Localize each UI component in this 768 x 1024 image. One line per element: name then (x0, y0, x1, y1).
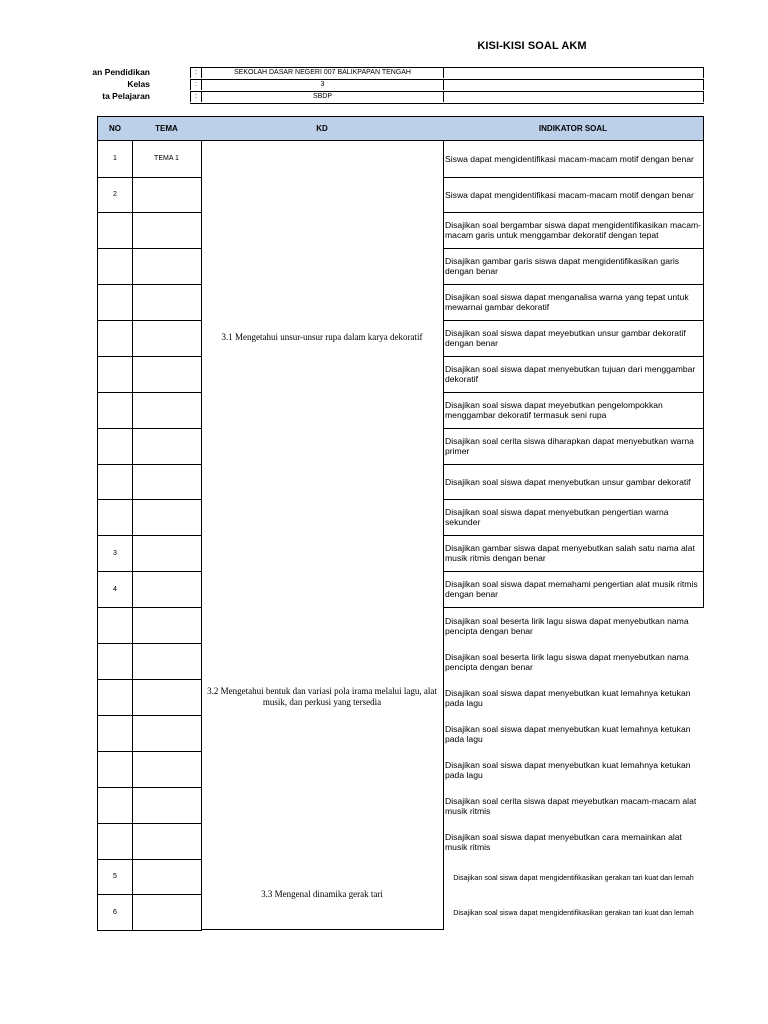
row-tema (132, 284, 202, 321)
info-empty-cell (443, 79, 704, 90)
row-tema (132, 320, 202, 357)
row-tema: TEMA 1 (132, 140, 202, 178)
row-no (97, 464, 133, 500)
row-tema (132, 859, 202, 895)
row-indikator: Disajikan soal siswa dapat memahami pengertian alat musik ritmis dengan benar (443, 571, 704, 608)
kd-cell-3-2: 3.2 Mengetahui bentuk dan variasi pola irama melalui lagu, alat musik, dan perkusi yang tersedia (201, 535, 444, 859)
info-row-class (0, 79, 704, 90)
header-no: NO (97, 116, 133, 141)
row-indikator: Disajikan soal siswa dapat meyebutkan pengelompokkan menggambar dekoratif termasuk seni rupa (443, 392, 704, 429)
info-row-school (0, 67, 704, 78)
row-no: 1 (97, 140, 133, 178)
row-no: 2 (97, 177, 133, 213)
row-indikator: Disajikan soal siswa dapat mengidentifikasikan gerakan tari kuat dan lemah (453, 908, 694, 917)
info-empty-cell (443, 91, 704, 102)
info-colon: : (190, 67, 202, 78)
row-tema (132, 607, 202, 644)
info-row-subject (0, 91, 704, 102)
row-indikator: Disajikan soal beserta lirik lagu siswa dapat menyebutkan nama pencipta dengan benar (445, 651, 689, 672)
info-value-subject: SBDP (201, 91, 444, 102)
row-no (97, 499, 133, 536)
row-indikator: Disajikan soal cerita siswa diharapkan dapat menyebutkan warna primer (443, 428, 704, 465)
row-tema (132, 823, 202, 860)
row-no: 6 (97, 894, 133, 931)
kd-bottom-border (201, 929, 444, 930)
row-tema (132, 356, 202, 393)
info-colon: : (190, 79, 202, 90)
row-no (97, 607, 133, 644)
row-no (97, 823, 133, 860)
row-no (97, 248, 133, 285)
row-tema (132, 428, 202, 465)
row-indikator: Disajikan soal bergambar siswa dapat mengidentifikasikan macam-macam garis untuk menggambar dekoratif dengan tepat (443, 212, 704, 249)
row-indikator: Disajikan soal siswa dapat menganalisa warna yang tepat untuk mewarnai gambar dekoratif (443, 284, 704, 321)
info-colon: : (190, 91, 202, 102)
info-label: Kelas (127, 79, 150, 89)
header-tema: TEMA (132, 116, 202, 141)
row-tema (132, 894, 202, 931)
row-indikator: Disajikan soal siswa dapat meyebutkan unsur gambar dekoratif dengan benar (443, 320, 704, 357)
row-no (97, 392, 133, 429)
row-tema (132, 535, 202, 572)
row-tema (132, 571, 202, 608)
row-indikator: Disajikan soal beserta lirik lagu siswa dapat menyebutkan nama pencipta dengan benar (445, 615, 689, 636)
document-title: KISI-KISI SOAL AKM (477, 40, 587, 52)
row-indikator: Siswa dapat mengidentifikasi macam-macam motif dengan benar (443, 177, 704, 213)
row-indikator: Disajikan soal siswa dapat menyebutkan kuat lemahnya ketukan pada lagu (445, 759, 691, 780)
info-value-school: SEKOLAH DASAR NEGERI 007 BALIKPAPAN TENGAH (201, 67, 444, 78)
row-no: 3 (97, 535, 133, 572)
row-no (97, 643, 133, 680)
row-tema (132, 212, 202, 249)
row-indikator: Disajikan soal siswa dapat menyebutkan unsur gambar dekoratif (443, 464, 704, 500)
row-tema (132, 392, 202, 429)
row-tema (132, 499, 202, 536)
row-no (97, 356, 133, 393)
row-no: 5 (97, 859, 133, 895)
row-tema (132, 787, 202, 824)
row-tema (132, 751, 202, 788)
row-tema (132, 679, 202, 716)
row-tema (132, 177, 202, 213)
row-no (97, 751, 133, 788)
row-no (97, 428, 133, 465)
row-indikator: Disajikan soal siswa dapat menyebutkan pengertian warna sekunder (443, 499, 704, 536)
header-kd: KD (201, 116, 444, 141)
row-indikator: Disajikan soal siswa dapat mengidentifikasikan gerakan tari kuat dan lemah (453, 872, 694, 882)
row-no (97, 787, 133, 824)
info-label: an Pendidikan (92, 67, 150, 77)
row-no (97, 320, 133, 357)
row-no (97, 212, 133, 249)
row-tema (132, 248, 202, 285)
row-indikator: Disajikan gambar garis siswa dapat mengidentifikasikan garis dengan benar (443, 248, 704, 285)
row-no (97, 715, 133, 752)
row-tema (132, 464, 202, 500)
row-indikator: Disajikan soal siswa dapat menyebutkan tujuan dari menggambar dekoratif (443, 356, 704, 393)
row-indikator: Disajikan soal siswa dapat menyebutkan kuat lemahnya ketukan pada lagu (445, 723, 691, 744)
row-indikator: Disajikan gambar siswa dapat menyebutkan salah satu nama alat musik ritmis dengan benar (443, 535, 704, 572)
row-indikator: Disajikan soal cerita siswa dapat meyebutkan macam-macam alat musik ritmis (445, 795, 697, 816)
row-indikator: Disajikan soal siswa dapat menyebutkan kuat lemahnya ketukan pada lagu (445, 687, 691, 708)
header-indikator: INDIKATOR SOAL (443, 116, 704, 141)
info-table-bottom-border (190, 103, 704, 104)
row-indikator: Disajikan soal siswa dapat menyebutkan cara memainkan alat musik ritmis (445, 831, 682, 852)
kd-cell-3-3: 3.3 Mengenal dinamika gerak tari (201, 859, 444, 930)
row-no (97, 284, 133, 321)
row-no: 4 (97, 571, 133, 608)
row-tema (132, 715, 202, 752)
kd-cell-3-1: 3.1 Mengetahui unsur-unsur rupa dalam karya dekoratif (201, 140, 444, 535)
info-empty-cell (443, 67, 704, 78)
info-value-class: 3 (201, 79, 444, 90)
row-indikator: Siswa dapat mengidentifikasi macam-macam motif dengan benar (443, 140, 704, 178)
row-no (97, 679, 133, 716)
info-label: ta Pelajaran (102, 91, 150, 101)
row-tema (132, 643, 202, 680)
